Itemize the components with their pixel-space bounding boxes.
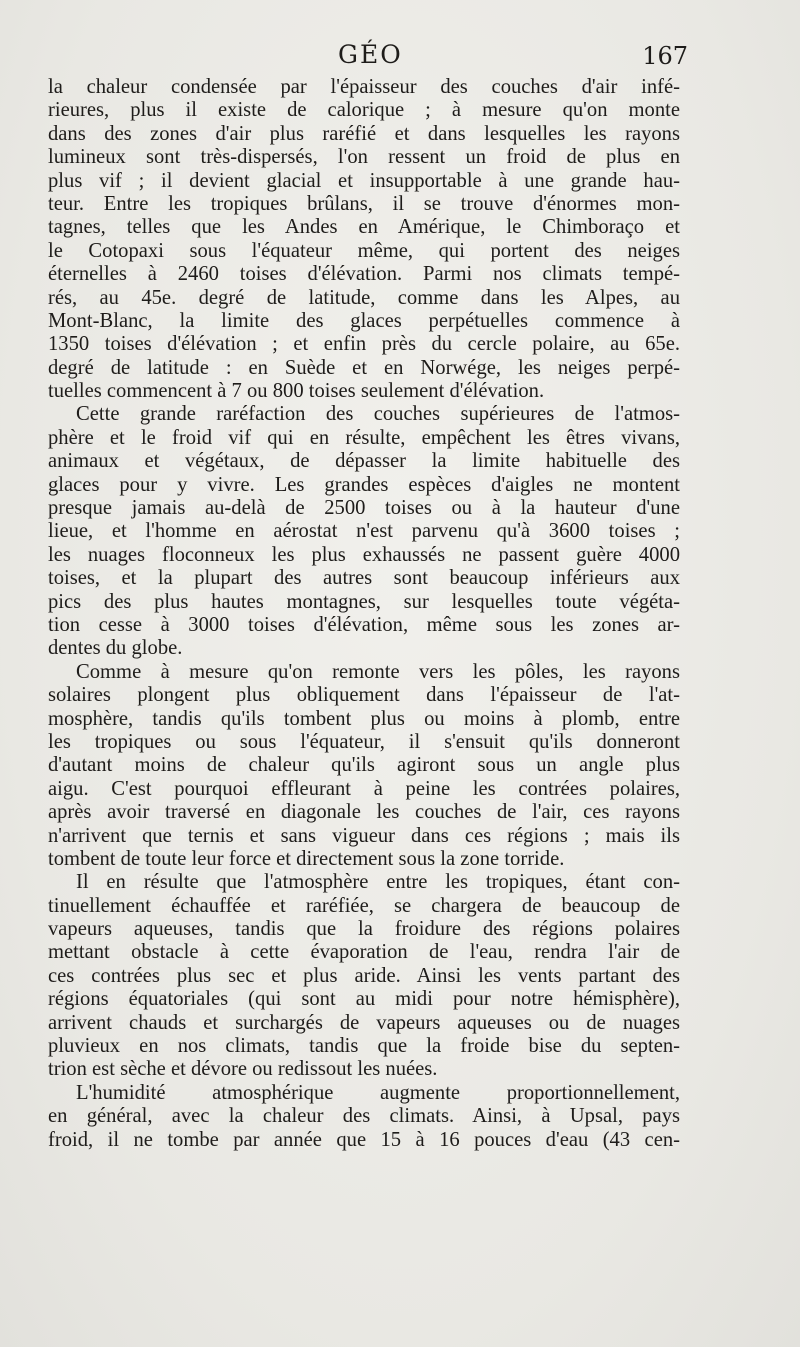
text-line: pluvieux en nos climats, tandis que la froide bise du septen-	[48, 1035, 680, 1058]
text-line: tagnes, telles que les Andes en Amérique, le Chimboraço et	[48, 216, 680, 239]
text-line: régions équatoriales (qui sont au midi pour notre hémisphère),	[48, 988, 680, 1011]
text-line: tombent de toute leur force et directement sous la zone torride.	[48, 847, 565, 870]
text-line: froid, il ne tombe par année que 15 à 16 pouces d'eau (43 cen-	[48, 1128, 680, 1151]
paragraph	[48, 403, 680, 660]
text-line: le Cotopaxi sous l'équateur même, qui portent des neiges	[48, 239, 680, 262]
text-line: tinuellement échauffée et raréfiée, se chargera de beaucoup de	[48, 894, 680, 917]
text-line: tuelles commencent à 7 ou 800 toises seulement d'élévation.	[48, 380, 545, 403]
text-line: Comme à mesure qu'on remonte vers les pôles, les rayons	[76, 660, 680, 683]
text-line: dans des zones d'air plus raréfié et dans lesquelles les rayons	[48, 122, 680, 145]
text-line: teur. Entre les tropiques brûlans, il se trouve d'énormes mon-	[48, 192, 680, 215]
text-line: glaces pour y vivre. Les grandes espèces d'aigles ne montent	[48, 473, 680, 496]
text-line: éternelles à 2460 toises d'élévation. Parmi nos climats tempé-	[48, 263, 680, 286]
text-line: ces contrées plus sec et plus aride. Ainsi les vents partant des	[48, 964, 680, 987]
text-line: rés, au 45e. degré de latitude, comme dans les Alpes, au	[48, 286, 680, 309]
text-line: la chaleur condensée par l'épaisseur des couches d'air infé-	[48, 76, 680, 98]
text-line: rieures, plus il existe de calorique ; à mesure qu'on monte	[48, 99, 680, 122]
text-line: d'autant moins de chaleur qu'ils agiront sous un angle plus	[48, 754, 680, 777]
text-line: vapeurs aqueuses, tandis que la froidure des régions polaires	[48, 918, 680, 941]
text-line: trion est sèche et dévore ou redissout les nuées.	[48, 1058, 438, 1081]
paragraph	[48, 1082, 680, 1152]
text-line: en général, avec la chaleur des climats. Ainsi, à Upsal, pays	[48, 1105, 680, 1128]
text-line: toises, et la plupart des autres sont beaucoup inférieurs aux	[48, 567, 680, 590]
text-line: L'humidité atmosphérique augmente proportionnellement,	[76, 1081, 680, 1104]
paragraph	[48, 76, 680, 403]
text-line: Mont-Blanc, la limite des glaces perpétuelles commence à	[48, 309, 680, 332]
text-line: après avoir traversé en diagonale les couches de l'air, ces rayons	[48, 801, 680, 824]
text-line: lumineux sont très-dispersés, l'on ressent un froid de plus en	[48, 146, 680, 169]
text-line: les tropiques ou sous l'équateur, il s'ensuit qu'ils donneront	[48, 730, 680, 753]
text-line: tion cesse à 3000 toises d'élévation, même sous les zones ar-	[48, 613, 680, 636]
text-line: lieue, et l'homme en aérostat n'est parvenu qu'à 3600 toises ;	[48, 520, 680, 543]
running-head: GÉO	[338, 40, 403, 69]
text-line: Cette grande raréfaction des couches supérieures de l'atmos-	[76, 403, 680, 426]
text-line: les nuages floconneux les plus exhaussés ne passent guère 4000	[48, 543, 680, 566]
text-line: plus vif ; il devient glacial et insupportable à une grande hau-	[48, 169, 680, 192]
text-line: phère et le froid vif qui en résulte, empêchent les êtres vivans,	[48, 426, 680, 449]
text-line: Il en résulte que l'atmosphère entre les tropiques, étant con-	[76, 871, 680, 894]
body-text	[48, 76, 680, 1152]
text-line: presque jamais au-delà de 2500 toises ou à la hauteur d'une	[48, 497, 680, 520]
text-line: 1350 toises d'élévation ; et enfin près du cercle polaire, au 65e.	[48, 333, 680, 356]
text-line: solaires plongent plus obliquement dans l'épaisseur de l'at-	[48, 684, 680, 707]
text-line: arrivent chauds et surchargés de vapeurs aqueuses ou de nuages	[48, 1011, 680, 1034]
text-line: animaux et végétaux, de dépasser la limite habituelle des	[48, 450, 680, 473]
page-header	[48, 40, 688, 76]
page-number: 167	[642, 42, 688, 70]
text-line: aigu. C'est pourquoi effleurant à peine les contrées polaires,	[48, 777, 680, 800]
text-line: degré de latitude : en Suède et en Norwége, les neiges perpé-	[48, 356, 680, 379]
paragraph	[48, 661, 680, 872]
text-line: pics des plus hautes montagnes, sur lesquelles toute végéta-	[48, 590, 680, 613]
paragraph	[48, 871, 680, 1082]
text-line: dentes du globe.	[48, 637, 183, 660]
text-line: n'arrivent que ternis et sans vigueur dans ces régions ; mais ils	[48, 824, 680, 847]
text-line: mosphère, tandis qu'ils tombent plus ou moins à plomb, entre	[48, 707, 680, 730]
text-line: mettant obstacle à cette évaporation de l'eau, rendra l'air de	[48, 941, 680, 964]
